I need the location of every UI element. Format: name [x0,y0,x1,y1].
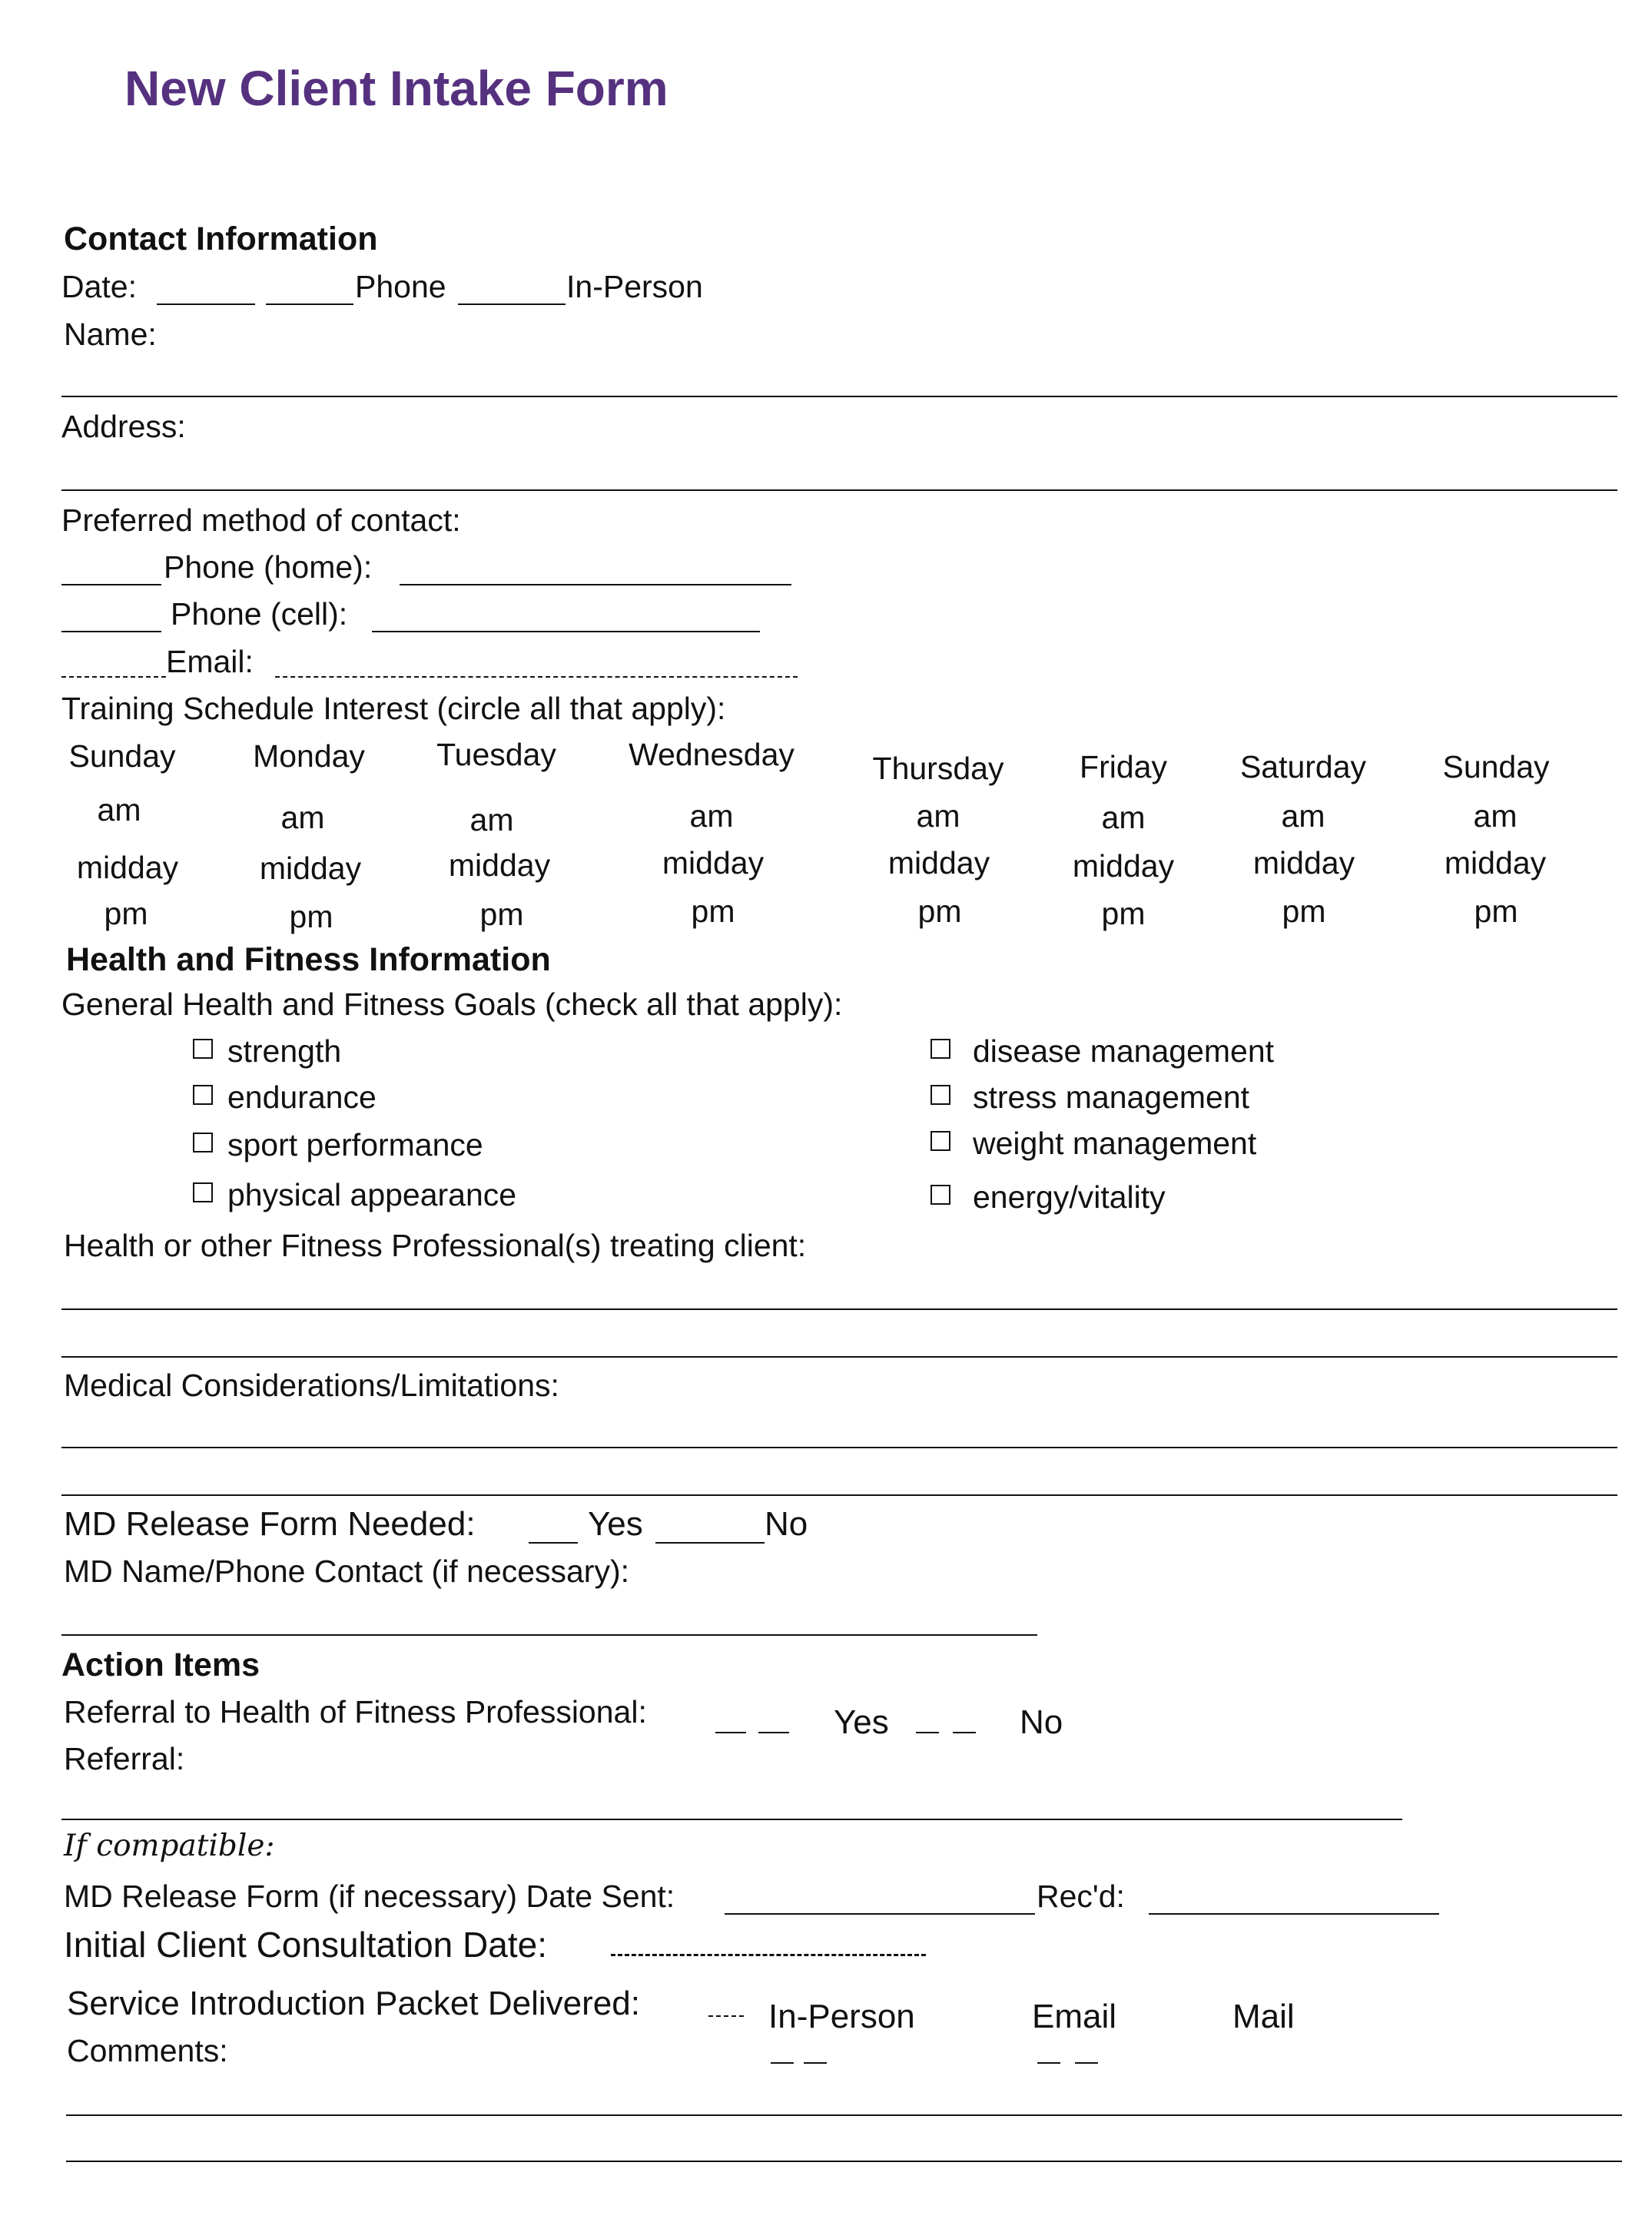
schedule-slot-thursday-midday[interactable]: midday [887,845,990,881]
phone-home-field[interactable] [400,584,791,585]
phone-cell-field[interactable] [372,631,760,632]
referral-field[interactable] [61,1819,1402,1820]
schedule-slot-monday-am[interactable]: am [280,800,325,835]
goal-disease-management-label: disease management [973,1033,1275,1069]
page-title: New Client Intake Form [124,61,668,116]
action-heading: Action Items [61,1647,260,1683]
md-release-no-blank[interactable] [655,1542,765,1544]
checkbox-sport-performance[interactable] [193,1133,213,1152]
schedule-slot-sunday-2-pm[interactable]: pm [1474,894,1518,929]
schedule-slot-sunday-am[interactable]: am [97,792,141,827]
medical-line-1[interactable] [61,1447,1617,1448]
medical-line-2[interactable] [61,1494,1617,1496]
schedule-slot-monday-pm[interactable]: pm [289,899,333,934]
schedule-slot-wednesday-am[interactable]: am [689,798,734,834]
schedule-label: Training Schedule Interest (circle all that apply): [61,691,726,726]
schedule-slot-tuesday-midday[interactable]: midday [448,847,551,883]
inperson-option-blank[interactable] [458,303,566,305]
md-contact-field[interactable] [61,1634,1037,1636]
phone-option-label: Phone [355,269,446,304]
name-field-line[interactable] [61,396,1617,397]
md-release-sent-field[interactable] [725,1913,1035,1915]
schedule-slot-friday-midday[interactable]: midday [1072,848,1175,884]
professionals-line-1[interactable] [61,1308,1617,1310]
goal-physical-appearance-label: physical appearance [227,1177,517,1212]
address-field-line[interactable] [61,489,1617,491]
schedule-slot-friday-am[interactable]: am [1101,800,1146,835]
schedule-day-friday: Friday [1080,749,1167,784]
inperson-option-label: In-Person [566,269,703,304]
schedule-slot-saturday-am[interactable]: am [1281,798,1325,834]
date-label: Date: [61,269,137,304]
packet-in-person-blank-2[interactable] [804,2062,827,2064]
referral-question: Referral to Health of Fitness Professional: [64,1694,647,1730]
comments-label: Comments: [67,2033,228,2068]
md-release-sent-label: MD Release Form (if necessary) Date Sent: [64,1879,675,1914]
goal-sport-performance-label: sport performance [227,1127,483,1162]
md-contact-label: MD Name/Phone Contact (if necessary): [64,1554,629,1589]
schedule-slot-thursday-pm[interactable]: pm [917,894,962,929]
name-label: Name: [64,317,157,352]
recd-label: Rec'd: [1037,1879,1125,1914]
professionals-line-2[interactable] [61,1356,1617,1358]
schedule-slot-thursday-am[interactable]: am [916,798,960,834]
phone-home-label: Phone (home): [164,549,373,585]
schedule-day-saturday: Saturday [1239,749,1367,784]
md-release-yes-label: Yes [588,1505,643,1543]
checkbox-disease-management[interactable] [930,1039,950,1059]
schedule-slot-saturday-midday[interactable]: midday [1252,845,1355,881]
phone-cell-label: Phone (cell): [171,596,348,632]
schedule-day-thursday: Thursday [872,751,1004,786]
md-release-label: MD Release Form Needed: [64,1505,476,1543]
if-compatible-label: If compatible: [64,1829,275,1863]
packet-email-blank-2[interactable] [1075,2062,1098,2064]
referral-no-label: No [1020,1703,1063,1741]
referral-no-blank-1[interactable] [916,1732,939,1733]
schedule-slot-tuesday-pm[interactable]: pm [479,897,524,932]
schedule-slot-wednesday-midday[interactable]: midday [662,845,765,881]
checkbox-energy-vitality[interactable] [930,1185,950,1205]
goal-strength-label: strength [227,1033,342,1069]
schedule-day-tuesday: Tuesday [436,737,556,772]
phone-home-check-blank[interactable] [61,584,161,585]
packet-mail-label: Mail [1232,1998,1295,2035]
checkbox-strength[interactable] [193,1039,213,1059]
recd-field[interactable] [1149,1913,1439,1915]
packet-email-label: Email [1032,1998,1117,2035]
comments-line-2[interactable] [66,2161,1622,2162]
comments-line-1[interactable] [66,2114,1622,2116]
email-field[interactable] [275,676,798,678]
checkbox-stress-management[interactable] [930,1085,950,1105]
contact-heading: Contact Information [64,221,378,257]
schedule-slot-saturday-pm[interactable]: pm [1282,894,1326,929]
schedule-day-sunday-2: Sunday [1442,749,1550,784]
goal-energy-vitality-label: energy/vitality [973,1179,1166,1215]
md-release-yes-blank[interactable] [529,1542,578,1544]
md-release-no-label: No [765,1505,808,1543]
email-label: Email: [166,644,254,679]
checkbox-physical-appearance[interactable] [193,1182,213,1202]
schedule-day-monday: Monday [253,738,365,774]
schedule-slot-sunday-2-midday[interactable]: midday [1444,845,1547,881]
schedule-slot-wednesday-pm[interactable]: pm [691,894,735,929]
packet-blank-lead[interactable] [708,2015,744,2017]
address-label: Address: [61,409,186,444]
referral-yes-label: Yes [834,1703,889,1741]
health-heading: Health and Fitness Information [66,941,551,978]
consultation-date-label: Initial Client Consultation Date: [64,1925,547,1965]
schedule-slot-monday-midday[interactable]: midday [259,851,362,886]
schedule-day-wednesday: Wednesday [629,737,794,772]
referral-label: Referral: [64,1741,185,1776]
goals-label: General Health and Fitness Goals (check all that apply): [61,987,843,1022]
phone-option-blank[interactable] [266,303,353,305]
checkbox-endurance[interactable] [193,1085,213,1105]
phone-cell-check-blank[interactable] [61,631,161,632]
packet-email-blank-1[interactable] [1037,2062,1060,2064]
schedule-slot-sunday-midday[interactable]: midday [76,850,179,885]
schedule-slot-friday-pm[interactable]: pm [1101,896,1146,931]
schedule-slot-sunday-pm[interactable]: pm [104,896,148,931]
date-field-line[interactable] [157,303,255,305]
preferred-contact-label: Preferred method of contact: [61,502,461,538]
packet-delivered-label: Service Introduction Packet Delivered: [67,1985,640,2022]
goal-stress-management-label: stress management [973,1080,1250,1115]
professionals-label: Health or other Fitness Professional(s) treating client: [64,1228,807,1263]
checkbox-weight-management[interactable] [930,1131,950,1151]
packet-in-person-blank-1[interactable] [771,2062,794,2064]
goal-weight-management-label: weight management [973,1126,1257,1161]
medical-label: Medical Considerations/Limitations: [64,1368,559,1403]
consultation-date-field[interactable] [611,1954,926,1956]
referral-no-blank-2[interactable] [953,1732,976,1733]
referral-yes-blank-1[interactable] [715,1732,746,1733]
schedule-slot-sunday-2-am[interactable]: am [1473,798,1518,834]
schedule-slot-tuesday-am[interactable]: am [469,802,514,837]
packet-in-person-label: In-Person [768,1998,915,2035]
schedule-day-sunday: Sunday [68,738,176,774]
referral-yes-blank-2[interactable] [758,1732,789,1733]
email-check-blank[interactable] [61,676,166,678]
goal-endurance-label: endurance [227,1080,377,1115]
